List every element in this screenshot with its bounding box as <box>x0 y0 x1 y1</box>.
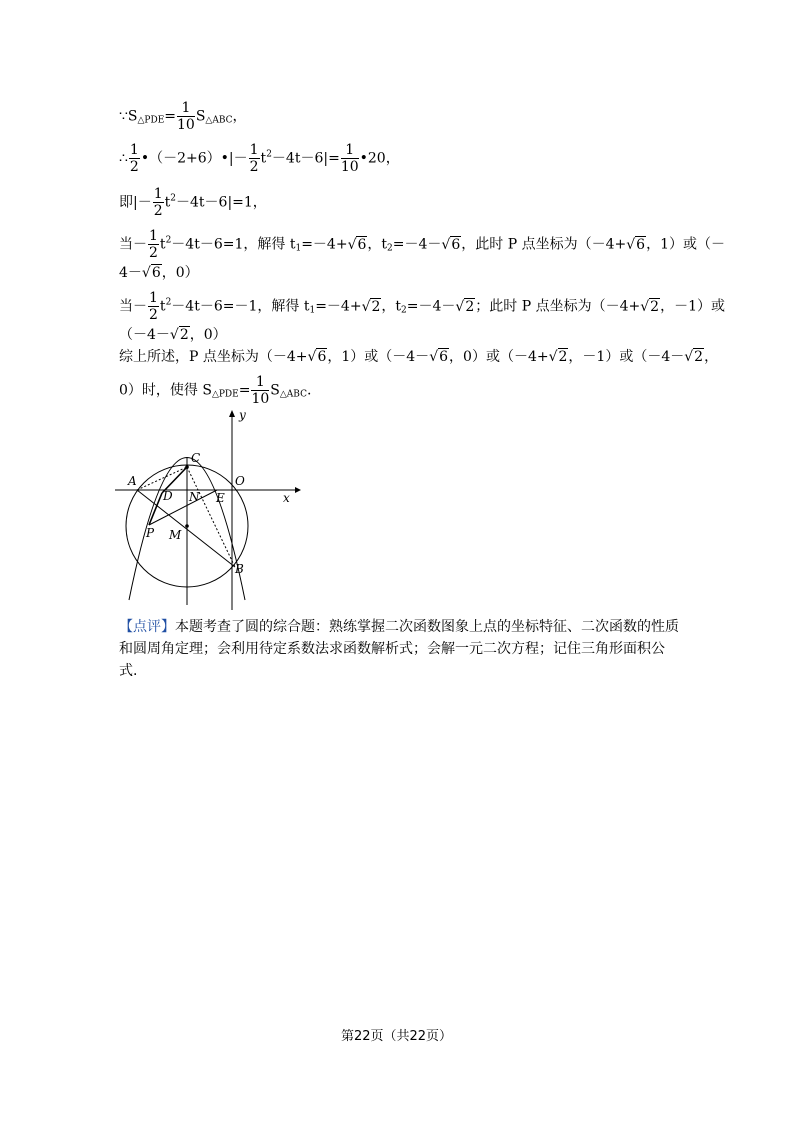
sqrt: √6 <box>141 265 161 281</box>
line-4: 当－ $\frac{1}{2}$ $t^2-4t-6=1$，解得 $t_1=-4+√6$，$t_2=-4-√6$，此时 P 点坐标为（－4+√6，1）或（－ <box>119 228 725 261</box>
line-6: 当－ $\frac{1}{2}$ $t^2-4t-6=-1$，解得 $t_1=-4+√2$，$t_2=-4-√2$；此时 P 点坐标为（－4+√2，－1）或 <box>119 290 725 323</box>
line-7: （－4－√2，0） <box>119 327 227 343</box>
label-m: M <box>169 528 182 542</box>
page-footer: 第22页（共22页） <box>340 1029 453 1044</box>
fraction: $\frac{1}{2}$ <box>149 290 158 323</box>
point-c <box>185 465 189 469</box>
line-1: $\because S_{\triangle PDE}=$ $\frac{1}{10}$ $S_{\triangle ABC}$， <box>119 100 247 133</box>
fraction: $\frac{1}{10}$ <box>251 374 270 407</box>
label-d: D <box>163 489 173 503</box>
label-c: C <box>191 451 201 465</box>
label-e: E <box>216 491 225 505</box>
comment-text: 本题考查了圆的综合题：熟练掌握二次函数图象上点的坐标特征、二次函数的性质和圆周角定理；会利用待定系数法求函数解析式；会解一元二次方程；记住三角形面积公式. <box>119 619 679 679</box>
sqrt: √2 <box>169 327 189 343</box>
label-p: P <box>146 526 155 540</box>
line-3: 即|－ $\frac{1}{2}$ $t^2-4t-6|=1$， <box>119 186 267 219</box>
fraction: $\frac{1}{2}$ <box>129 142 139 175</box>
label-a: A <box>128 474 137 488</box>
label-n: N <box>189 490 200 504</box>
label-y: y <box>239 408 246 422</box>
geometry-figure <box>115 405 305 610</box>
y-axis-arrow <box>229 410 235 417</box>
comment-paragraph <box>119 616 679 682</box>
line-2: ∴ $\frac{1}{2}$ •（－2+6）•|－ $\frac{1}{2}$ $t^2-4t-6|=$ $\frac{1}{10}$ •20， <box>119 142 400 175</box>
sqrt: √2 <box>684 349 704 365</box>
fraction: $\frac{1}{2}$ <box>249 142 259 175</box>
line-8: 综上所述，P 点坐标为（－4+√6，1）或（－4－√6，0）或（－4+√2，－1）或（－4－√2， <box>119 349 719 365</box>
sqrt: √6 <box>347 236 367 253</box>
sqrt: √2 <box>548 349 568 365</box>
point-m <box>185 524 189 528</box>
line-9: 0）时，使得 $S_{\triangle PDE}=$ $\frac{1}{10}$ $S_{\triangle ABC}$. <box>119 374 312 407</box>
label-o: O <box>235 474 245 488</box>
segment-pd <box>149 493 162 525</box>
sqrt: √6 <box>441 236 461 253</box>
label-x: x <box>283 491 290 505</box>
fraction: $\frac{1}{10}$ <box>177 100 195 133</box>
sqrt: √6 <box>626 236 646 253</box>
sqrt: √2 <box>640 298 660 315</box>
sqrt: √2 <box>455 298 475 315</box>
comment-tag: 【点评】 <box>119 619 175 635</box>
sqrt: √2 <box>361 298 381 315</box>
fraction: $\frac{1}{10}$ <box>340 142 359 175</box>
x-axis-arrow <box>295 487 301 493</box>
sqrt: √6 <box>307 349 327 365</box>
fraction: $\frac{1}{2}$ <box>149 228 158 261</box>
sqrt: √6 <box>429 349 449 365</box>
fraction: $\frac{1}{2}$ <box>153 186 163 219</box>
line-5: 4－√6，0） <box>119 265 199 281</box>
label-b: B <box>235 562 244 576</box>
